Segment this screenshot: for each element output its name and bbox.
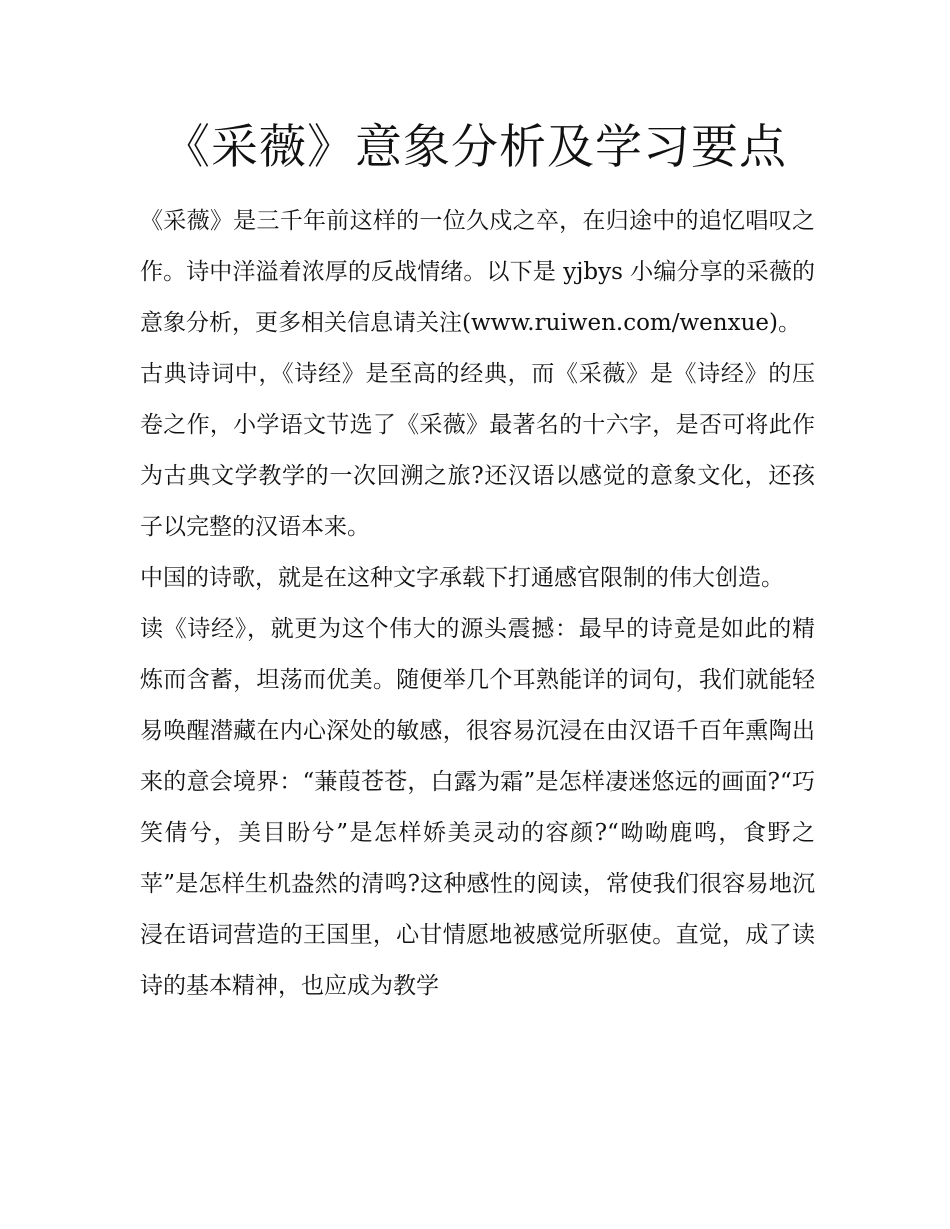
paragraph-reading: 读《诗经》，就更为这个伟大的源头震撼：最早的诗竟是如此的精炼而含蓄，坦荡而优美。随便举几个耳熟能详的词句，我们就能轻易唤醒潜藏在内心深处的敏感，很容易沉浸在由汉语千百年熏陶出来的意会境界：“蒹葭苍苍，白露为霜”是怎样凄迷悠远的画面?“巧笑倩兮，美目盼兮”是怎样娇美灵动的容颜?“呦呦鹿鸣，食野之苹”是怎样生机盎然的清鸣?这种感性的阅读，常使我们很容易地沉浸在语词营造的王国里，心甘情愿地被感觉所驱使。直觉，成了读诗的基本精神，也应成为教学 <box>140 616 815 999</box>
paragraph-poetry: 中国的诗歌，就是在这种文字承载下打通感官限制的伟大创造。 <box>140 565 784 591</box>
paragraph-classics: 古典诗词中，《诗经》是至高的经典，而《采薇》是《诗经》的压卷之作，小学语文节选了《采薇》最著名的十六字，是否可将此作为古典文学教学的一次回溯之旅?还汉语以感觉的意象文化，还孩子以完整的汉语本来。 <box>140 361 815 540</box>
document-body <box>140 196 815 1012</box>
paragraph-intro: 《采薇》是三千年前这样的一位久戍之卒，在归途中的追忆唱叹之作。诗中洋溢着浓厚的反战情绪。以下是 yjbys 小编分享的采薇的意象分析，更多相关信息请关注(www.ruiwen.com/wenxue)。 <box>140 208 815 336</box>
document-title: 《采薇》意象分析及学习要点 <box>163 120 787 175</box>
